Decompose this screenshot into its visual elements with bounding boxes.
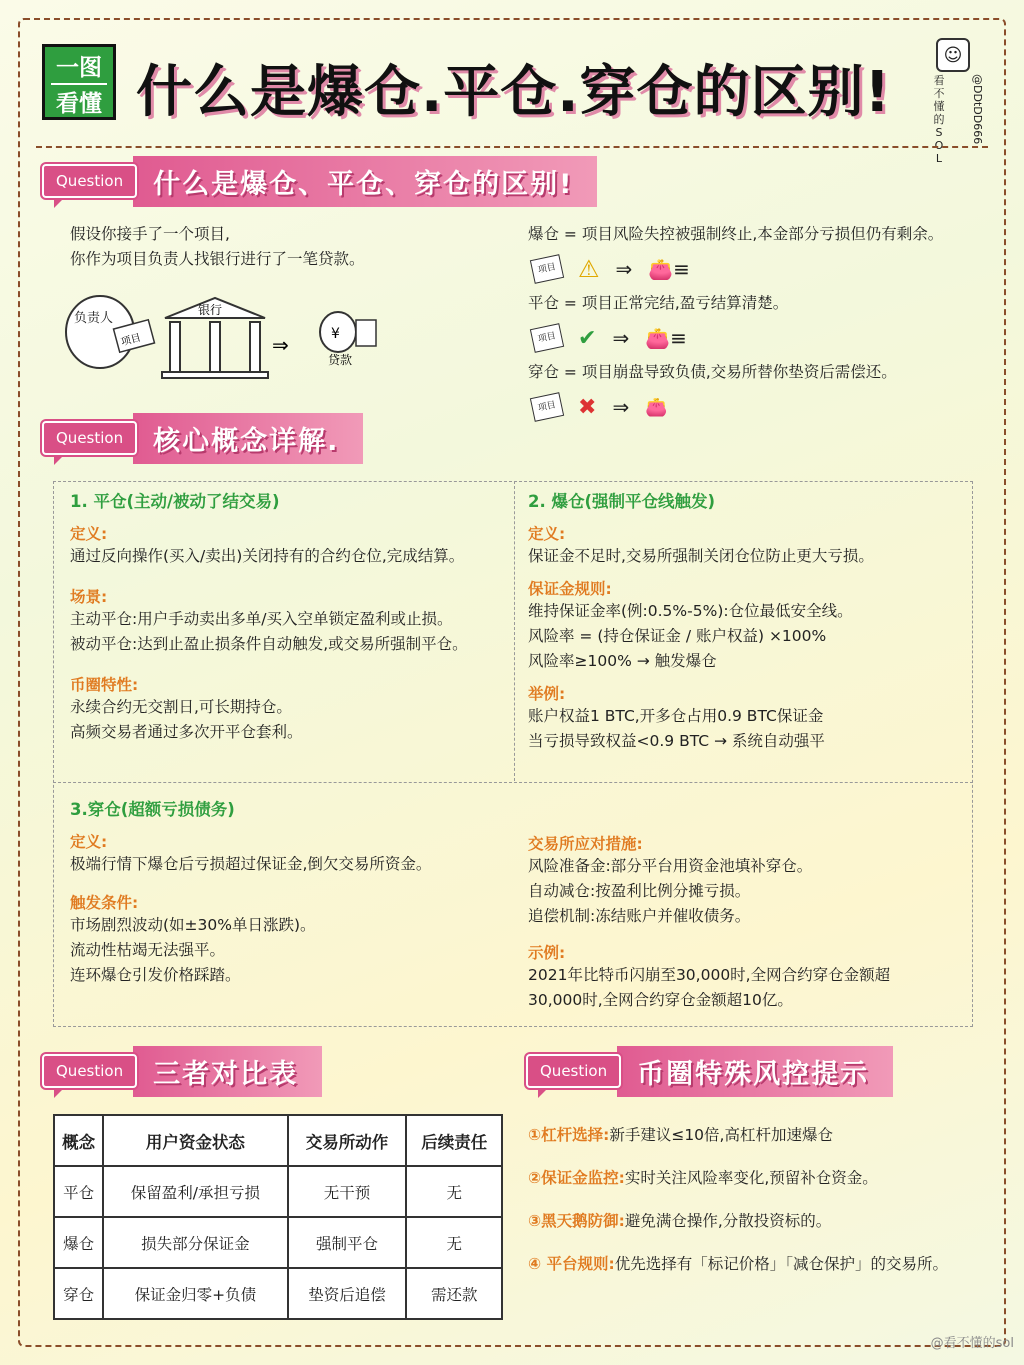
tip-item xyxy=(528,1157,988,1200)
tip-text: 新手建议≤10倍,高杠杆加速爆仓 xyxy=(609,1126,833,1144)
field-label: 场景: xyxy=(70,588,108,606)
table-cell: 损失部分保证金 xyxy=(103,1217,287,1268)
doc-icon: 项目 xyxy=(530,392,564,422)
bank-base xyxy=(162,372,268,378)
tip-text: 避免满仓操作,分散投资标的。 xyxy=(624,1212,832,1230)
divider-vertical xyxy=(514,481,515,781)
table-header: 后续责任 xyxy=(406,1115,502,1166)
question-label: Question xyxy=(526,1054,621,1088)
watermark: @看不懂的sol xyxy=(930,1336,1014,1351)
arrow-icon: ⇒ xyxy=(612,325,630,350)
tip-item xyxy=(528,1114,988,1157)
svg-text:¥: ¥ xyxy=(331,326,340,342)
field-label: 定义: xyxy=(528,525,566,543)
arrow-icon: ⇒ xyxy=(615,256,633,281)
doc-icon: 项目 xyxy=(530,254,564,284)
table-cell: 保证金归零+负债 xyxy=(103,1268,287,1319)
bank-label: 银行 xyxy=(198,303,223,317)
text-line: 账户权益1 BTC,开多仓占用0.9 BTC保证金 xyxy=(528,707,824,725)
case-blowup-icons xyxy=(532,247,690,291)
text-line: 连环爆仓引发价格踩踏。 xyxy=(70,966,241,984)
text-line: 风险率 = (持仓保证金 / 账户权益) ×100% xyxy=(528,627,827,645)
cross-icon: ✖ xyxy=(578,394,597,420)
concept-overdraw xyxy=(70,796,510,988)
section-tag-q4 xyxy=(526,1048,893,1094)
money-bag-coins-icon: 👛≡ xyxy=(648,256,690,281)
concept-title: 2. 爆仓(强制平仓线触发) xyxy=(528,492,716,511)
table-cell: 平仓 xyxy=(54,1166,103,1217)
empty-money-bag-icon: 👛 xyxy=(645,396,668,418)
question-label: Question xyxy=(42,1054,137,1088)
arrow-icon: ⇒ xyxy=(612,394,630,419)
table-cell: 垫资后追偿 xyxy=(288,1268,407,1319)
case-close-icons xyxy=(532,316,687,360)
field-label: 交易所应对措施: xyxy=(528,835,643,853)
table-cell: 穿仓 xyxy=(54,1268,103,1319)
table-header: 用户资金状态 xyxy=(103,1115,287,1166)
text-line: 极端行情下爆仓后亏损超过保证金,倒欠交易所资金。 xyxy=(70,855,432,873)
text-line: 被动平仓:达到止盈止损条件自动触发,或交易所强制平仓。 xyxy=(70,635,468,653)
table-header: 交易所动作 xyxy=(288,1115,407,1166)
text-line: 保证金不足时,交易所强制关闭仓位防止更大亏损。 xyxy=(528,547,874,565)
tip-item xyxy=(528,1200,988,1243)
text-line: 维持保证金率(例:0.5%-5%):仓位最低安全线。 xyxy=(528,602,853,620)
section-title: 币圈特殊风控提示 xyxy=(617,1046,893,1097)
text-line: 主动平仓:用户手动卖出多单/买入空单锁定盈利或止损。 xyxy=(70,610,453,628)
field-label: 示例: xyxy=(528,944,566,962)
intro-line: 你作为项目负责人找银行进行了一笔贷款。 xyxy=(70,250,365,268)
table-cell: 无 xyxy=(406,1166,502,1217)
comparison-table xyxy=(53,1114,503,1320)
section-title: 三者对比表 xyxy=(133,1046,322,1097)
arrow-icon: ⇒ xyxy=(272,333,289,357)
tip-label: ③黑天鹅防御: xyxy=(528,1212,625,1230)
field-label: 定义: xyxy=(70,833,108,851)
intro-line: 假设你接手了一个项目, xyxy=(70,225,230,243)
field-label: 定义: xyxy=(70,525,108,543)
tip-text: 实时关注风险率变化,预留补仓资金。 xyxy=(624,1169,878,1187)
field-label: 举例: xyxy=(528,685,566,703)
logo-bottom-text: 看懂 xyxy=(56,91,102,117)
section-title: 什么是爆仓、平仓、穿仓的区别! xyxy=(133,156,597,207)
text-line: 高频交易者通过多次开平仓套利。 xyxy=(70,723,303,741)
text-line: 通过反向操作(买入/卖出)关闭持有的合约仓位,完成结算。 xyxy=(70,547,465,565)
author-handle: @DDtDD666 xyxy=(971,74,984,145)
intro-text xyxy=(70,222,365,272)
section-title: 核心概念详解. xyxy=(133,413,363,464)
table-row xyxy=(54,1166,502,1217)
check-icon: ✔ xyxy=(578,325,597,351)
concept-title: 1. 平仓(主动/被动了结交易) xyxy=(70,492,280,511)
text-line: 市场剧烈波动(如±30%单日涨跌)。 xyxy=(70,916,316,934)
case-blowup: 爆仓 = 项目风险失控被强制终止,本金部分亏损但仍有剩余。 xyxy=(528,225,944,243)
page-title: 什么是爆仓.平仓.穿仓的区别! xyxy=(136,60,892,125)
table-header: 概念 xyxy=(54,1115,103,1166)
section-tag-q2 xyxy=(42,415,363,461)
table-cell: 爆仓 xyxy=(54,1217,103,1268)
person-label: 负责人 xyxy=(74,311,114,326)
text-line: 30,000时,全网合约穿仓金额超10亿。 xyxy=(528,991,793,1009)
table-row xyxy=(54,1268,502,1319)
cases xyxy=(528,222,983,429)
section-tag-q1 xyxy=(42,158,597,204)
table-cell: 强制平仓 xyxy=(288,1217,407,1268)
tip-label: ②保证金监控: xyxy=(528,1169,625,1187)
text-line: 风险率≥100% → 触发爆仓 xyxy=(528,652,717,670)
text-line: 永续合约无交割日,可长期持仓。 xyxy=(70,698,292,716)
coins-icon xyxy=(356,320,376,346)
doc-icon: 项目 xyxy=(530,323,564,353)
table-cell: 无干预 xyxy=(288,1166,407,1217)
text-line: 追偿机制:冻结账户并催收债务。 xyxy=(528,907,751,925)
text-line: 当亏损导致权益<0.9 BTC → 系统自动强平 xyxy=(528,732,825,750)
loan-label: 贷款 xyxy=(328,353,353,367)
question-label: Question xyxy=(42,164,137,198)
section-tag-q3 xyxy=(42,1048,322,1094)
field-label: 币圈特性: xyxy=(70,676,139,694)
risk-tips xyxy=(528,1114,988,1286)
table-cell: 无 xyxy=(406,1217,502,1268)
tip-item xyxy=(528,1243,988,1286)
question-label: Question xyxy=(42,421,137,455)
tip-label: ①杠杆选择: xyxy=(528,1126,610,1144)
text-line: 2021年比特币闪崩至30,000时,全网合约穿仓金额超 xyxy=(528,966,891,984)
table-row xyxy=(54,1217,502,1268)
text-line: 流动性枯竭无法强平。 xyxy=(70,941,226,959)
field-label: 保证金规则: xyxy=(528,580,612,598)
table-header-row xyxy=(54,1115,502,1166)
concept-close xyxy=(70,488,510,745)
text-line: 自动减仓:按盈利比例分摊亏损。 xyxy=(528,882,751,900)
case-overdraw-icons xyxy=(532,385,668,429)
author-name: 看不懂的SOL xyxy=(933,74,945,165)
divider xyxy=(36,146,988,148)
avatar: ☺ xyxy=(936,38,970,72)
header xyxy=(36,38,986,165)
text-line: 风险准备金:部分平台用资金池填补穿仓。 xyxy=(528,857,813,875)
concept-overdraw-measures xyxy=(528,822,973,1013)
logo xyxy=(42,44,116,120)
case-close: 平仓 = 项目正常完结,盈亏结算清楚。 xyxy=(528,294,789,312)
money-bag-coins-icon: 👛≡ xyxy=(645,325,687,350)
table-cell: 需还款 xyxy=(406,1268,502,1319)
table-cell: 保留盈利/承担亏损 xyxy=(103,1166,287,1217)
concept-title: 3.穿仓(超额亏损债务) xyxy=(70,800,235,819)
tip-text: 优先选择有「标记价格」「减仓保护」的交易所。 xyxy=(614,1255,948,1273)
doc-label: 项目 xyxy=(119,332,143,349)
warning-icon: ⚠ xyxy=(578,254,600,283)
loan-illustration xyxy=(60,292,400,382)
logo-top-text: 一图 xyxy=(51,53,107,85)
case-overdraw: 穿仓 = 项目崩盘导致负债,交易所替你垫资后需偿还。 xyxy=(528,363,897,381)
concept-blowup xyxy=(528,488,973,754)
tip-label: ④ 平台规则: xyxy=(528,1255,615,1273)
divider-horizontal xyxy=(53,782,973,783)
field-label: 触发条件: xyxy=(70,894,139,912)
